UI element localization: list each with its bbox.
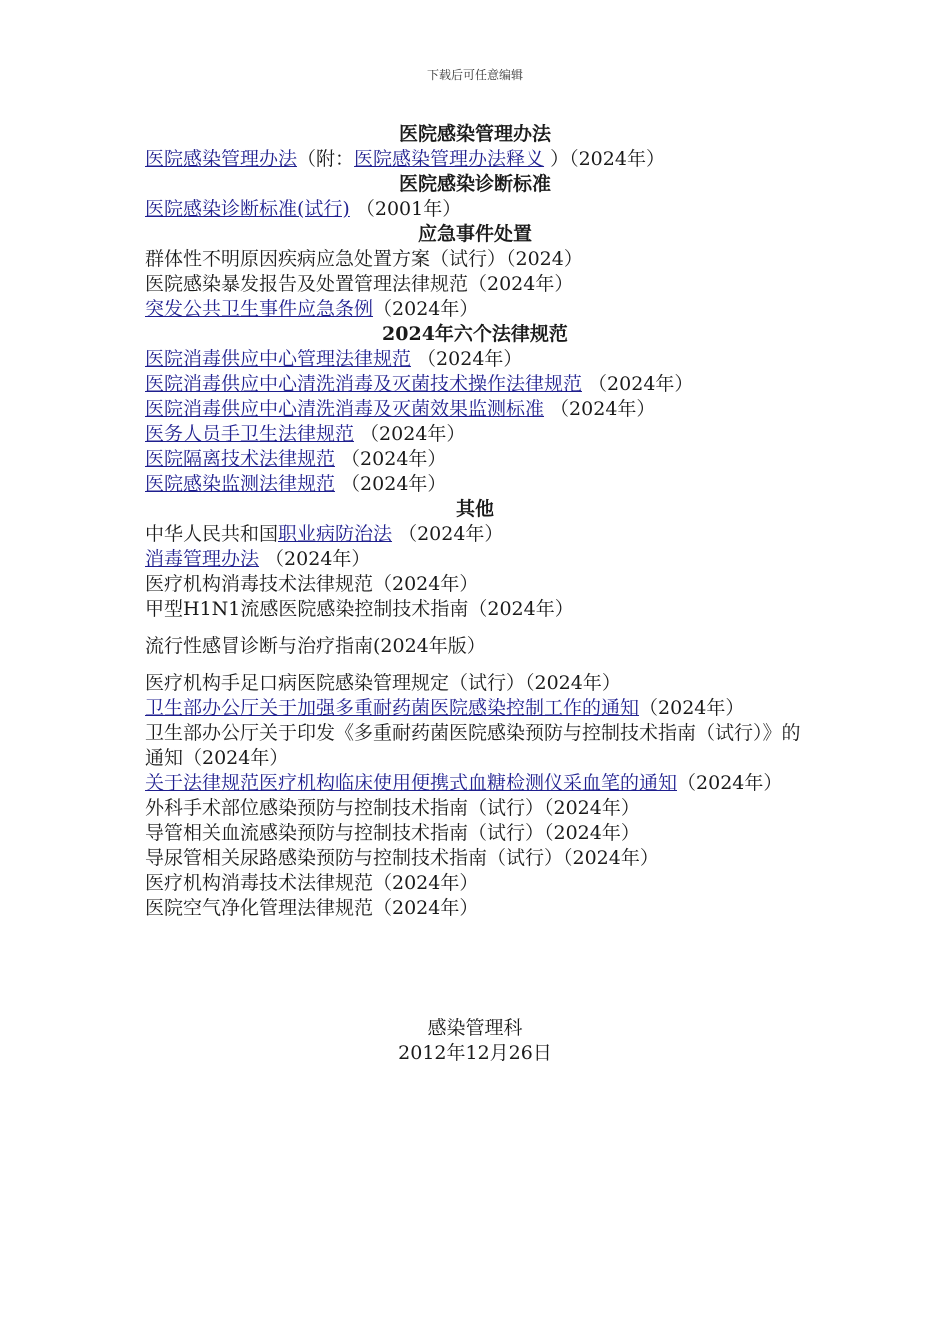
page-header-note: 下载后可任意编辑 xyxy=(426,68,523,82)
spacer xyxy=(145,659,805,671)
list-item: 医疗机构手足口病医院感染管理规定（试行）（2024年） xyxy=(145,672,621,694)
year-label: （2024年） xyxy=(335,473,447,495)
year-label: （2024年） xyxy=(639,697,745,719)
year-label: （2024年） xyxy=(544,398,656,420)
list-item: 流行性感冒诊断与治疗指南(2024年版） xyxy=(145,635,486,657)
list-item: 医疗机构消毒技术法律规范（2024年） xyxy=(145,872,479,894)
list-item xyxy=(145,472,805,497)
link-infection-management-interpretation[interactable]: 医院感染管理办法释义 xyxy=(354,148,545,170)
link-standard-4[interactable]: 医务人员手卫生法律规范 xyxy=(145,423,355,445)
list-item xyxy=(145,397,805,422)
department-name: 感染管理科 xyxy=(427,1017,523,1039)
list-item xyxy=(145,696,805,721)
link-diagnosis-standard[interactable]: 医院感染诊断标准(试行) xyxy=(145,198,350,220)
list-item xyxy=(145,372,805,397)
link-standard-5[interactable]: 医院隔离技术法律规范 xyxy=(145,448,336,470)
year-label: （2024年） xyxy=(677,772,783,794)
link-standard-3[interactable]: 医院消毒供应中心清洗消毒及灭菌效果监测标准 xyxy=(145,398,545,420)
list-item xyxy=(145,547,805,572)
list-item: 外科手术部位感染预防与控制技术指南（试行）（2024年） xyxy=(145,797,640,819)
text-fragment: （附： xyxy=(297,148,355,170)
list-item: 医疗机构消毒技术法律规范（2024年） xyxy=(145,573,479,595)
link-multidrug-resistance-notice[interactable]: 卫生部办公厅关于加强多重耐药菌医院感染控制工作的通知 xyxy=(145,697,640,719)
document-body xyxy=(145,122,805,921)
year-label: （2024年） xyxy=(373,298,479,320)
list-item: 卫生部办公厅关于印发《多重耐药菌医院感染预防与控制技术指南（试行）》的通知（2024年） xyxy=(145,722,801,769)
list-item xyxy=(145,422,805,447)
link-standard-6[interactable]: 医院感染监测法律规范 xyxy=(145,473,336,495)
list-item: 甲型H1N1流感医院感染控制技术指南（2024年） xyxy=(145,598,574,620)
list-item: 医院感染暴发报告及处置管理法律规范（2024年） xyxy=(145,273,574,295)
link-standard-2[interactable]: 医院消毒供应中心清洗消毒及灭菌技术操作法律规范 xyxy=(145,373,583,395)
list-item xyxy=(145,147,805,172)
section-title-diagnosis-standard: 医院感染诊断标准 xyxy=(398,173,551,195)
list-item: 导管相关血流感染预防与控制技术指南（试行）（2024年） xyxy=(145,822,640,844)
list-item: 导尿管相关尿路感染预防与控制技术指南（试行）（2024年） xyxy=(145,847,659,869)
link-occupational-disease-law[interactable]: 职业病防治法 xyxy=(278,523,393,545)
list-item xyxy=(145,771,805,796)
link-disinfection-management[interactable]: 消毒管理办法 xyxy=(145,548,260,570)
list-item xyxy=(145,197,805,222)
year-label: （2024年） xyxy=(354,423,466,445)
year-label: （2001年） xyxy=(349,198,462,220)
list-item xyxy=(145,297,805,322)
text-fragment: 中华人民共和国 xyxy=(145,523,279,545)
link-standard-1[interactable]: 医院消毒供应中心管理法律规范 xyxy=(145,348,412,370)
year-label: （2024年） xyxy=(582,373,694,395)
link-public-health-emergency-regulation[interactable]: 突发公共卫生事件应急条例 xyxy=(145,298,374,320)
year-label: ）（2024年） xyxy=(544,148,665,170)
list-item: 医院空气净化管理法律规范（2024年） xyxy=(145,897,479,919)
list-item xyxy=(145,347,805,372)
list-item xyxy=(145,447,805,472)
year-label: （2024年） xyxy=(259,548,371,570)
spacer xyxy=(145,622,805,634)
link-blood-glucose-device-notice[interactable]: 关于法律规范医疗机构临床使用便携式血糖检测仪采血笔的通知 xyxy=(145,772,678,794)
year-label: （2024年） xyxy=(411,348,523,370)
year-label: （2024年） xyxy=(335,448,447,470)
document-date: 2012年12月26日 xyxy=(398,1042,552,1064)
list-item xyxy=(145,522,805,547)
section-title-six-standards: 2024年六个法律规范 xyxy=(382,323,568,345)
list-item: 群体性不明原因疾病应急处置方案（试行）（2024） xyxy=(145,248,583,270)
link-infection-management-measures[interactable]: 医院感染管理办法 xyxy=(145,148,298,170)
document-footer xyxy=(0,1016,950,1066)
section-title-other: 其他 xyxy=(455,498,494,520)
section-title-infection-management: 医院感染管理办法 xyxy=(398,123,551,145)
year-label: （2024年） xyxy=(392,523,504,545)
section-title-emergency: 应急事件处置 xyxy=(417,223,532,245)
